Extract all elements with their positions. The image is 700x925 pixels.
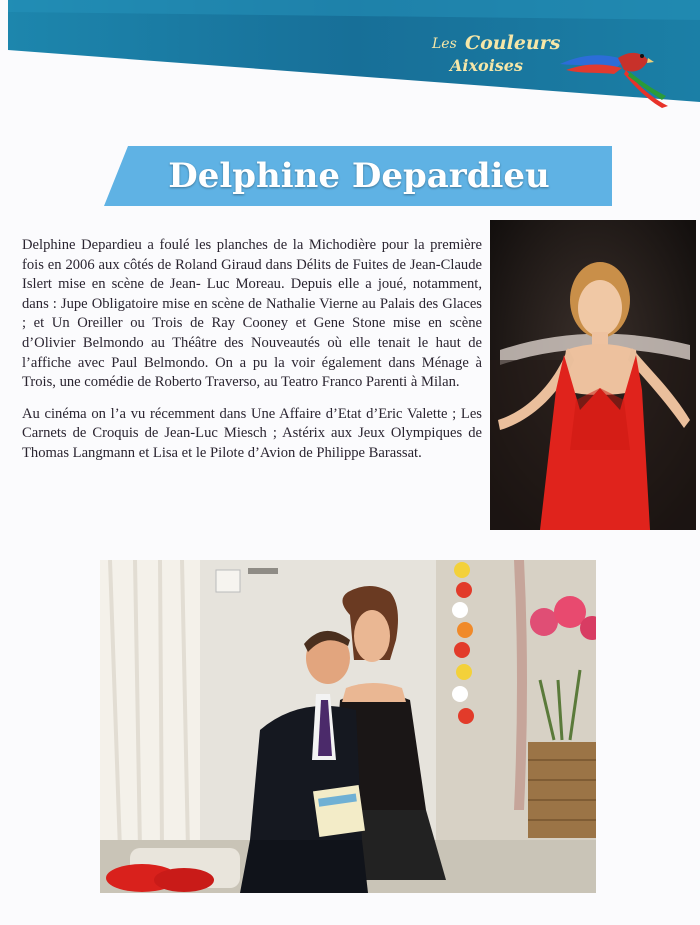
brand-text-aixoises: Aixoises [450, 56, 523, 75]
page-title: Delphine Depardieu [168, 156, 550, 196]
brand-logo [432, 30, 572, 90]
article-body [22, 236, 482, 476]
brand-text-les: Les [432, 36, 457, 52]
article-paragraph-1: Delphine Depardieu a foulé les planches de la Michodière pour la première fois en 2006 aux côtés de Roland Giraud dans Délits de Fuites de Jean-Claude Islert mise en scène de Jean- Luc Moreau. Depuis elle a joué, notamment, dans : Jupe Obligatoire mise en scène de Nathalie Vierne au Palais des Glaces ; et Un Oreiller ou Trois de Ray Cooney et Gene Stone mise en scène d’Olivier Belmondo au Théâtre des Nouveautés où elle tenait le haut de l’affiche avec Paul Belmondo. On a pu la voir également dans Ménage à Trois, une comédie de Roberto Traverso, au Teatro Franco Parenti à Milan. [22, 237, 482, 391]
cast-photo [100, 560, 596, 893]
parrot-illustration [556, 30, 676, 110]
portrait-photo [490, 220, 696, 530]
brand-text-couleurs: Couleurs [465, 32, 561, 54]
article-paragraph-2: Au cinéma on l’a vu récemment dans Une Affaire d’Etat d’Eric Valette ; Les Carnets de Croquis de Jean-Luc Miesch ; Astérix aux Jeux Olympiques de Thomas Langmann et Lisa et le Pilote d’Avion de Philippe Barassat. [22, 405, 482, 461]
